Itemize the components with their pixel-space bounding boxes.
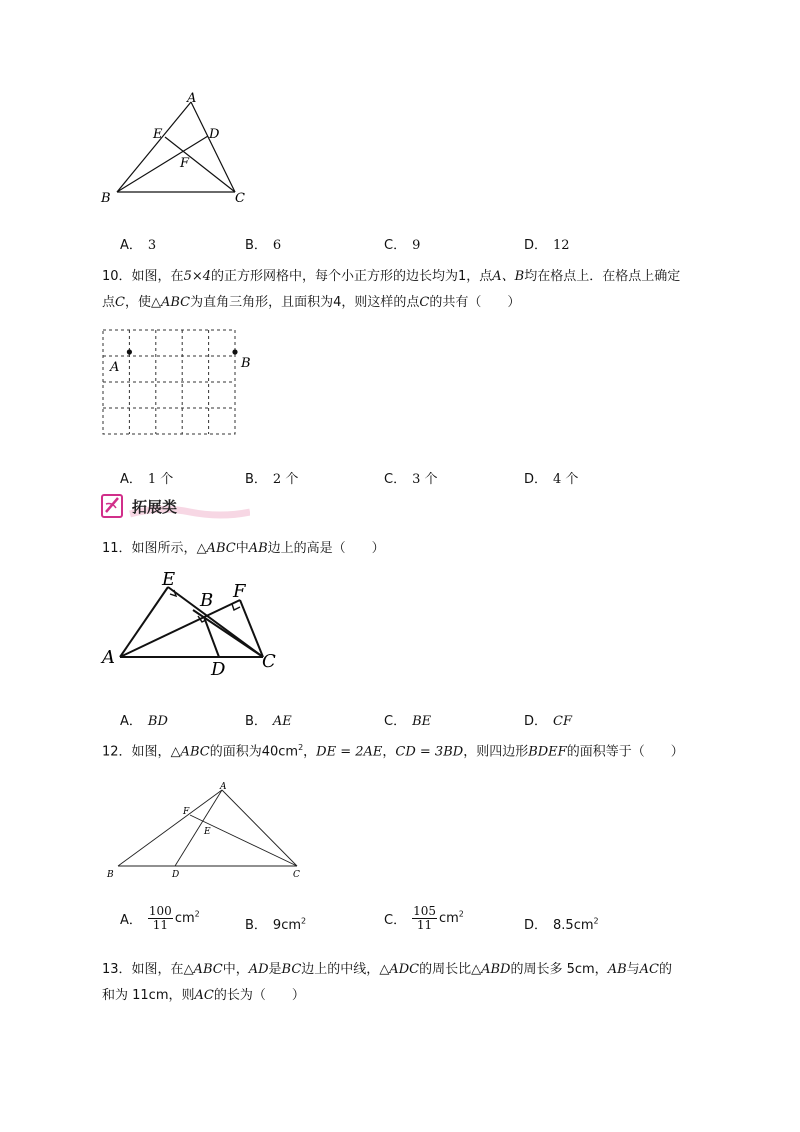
label-F: F [183, 807, 190, 817]
q10-options [120, 468, 680, 490]
section-header-extension [100, 492, 250, 522]
q11-options [120, 710, 680, 732]
q11-triangle-figure [98, 565, 288, 680]
fraction: $\frac{100}{11}$ [148, 904, 172, 932]
q12-options [120, 905, 680, 945]
point-A [127, 349, 132, 354]
label-B: B [200, 590, 214, 611]
q9-option-c[interactable]: C． 9 [384, 238, 421, 253]
q11-option-b[interactable]: B． AE [245, 714, 292, 729]
label-F: F [233, 581, 246, 602]
q12-option-c[interactable]: C． $\frac{105}{11}$ $cm^2$ [384, 904, 464, 932]
q11-stem: 11．如图所示，△ABC中AB边上的高是（ ） [102, 541, 385, 556]
label-B: B [107, 870, 114, 880]
label-C: C [262, 651, 276, 672]
label-C: C [235, 191, 245, 206]
q10-option-a[interactable]: A． 1 个 [120, 472, 174, 487]
q12-option-b[interactable]: B． $9cm^2$ [245, 916, 307, 933]
label-E: E [204, 827, 211, 837]
q12-option-d[interactable]: D． $8.5cm^2$ [524, 916, 599, 933]
q12-stem: 12．如图，△ABC的面积为$40cm^2$，DE = 2AE，CD = 3BD，则四边形BDEF的面积等于（ ） [102, 743, 684, 760]
label-C: C [293, 870, 300, 880]
label-A: A [220, 782, 227, 792]
q9-option-a[interactable]: A． 3 [120, 238, 157, 253]
label-B: B [241, 356, 251, 371]
q11-option-c[interactable]: C． BE [384, 714, 432, 729]
label-E: E [162, 569, 176, 590]
point-B [232, 349, 237, 354]
q10-grid-figure [96, 325, 266, 440]
q12-option-a[interactable]: A． $\frac{100}{11}$ $cm^2$ [120, 904, 200, 932]
q9-options [120, 234, 680, 256]
label-A: A [102, 647, 115, 668]
label-D: D [211, 659, 226, 680]
q12-triangle-figure [100, 780, 320, 885]
q10-option-b[interactable]: B． 2 个 [245, 472, 299, 487]
q10-stem: 10．如图，在5×4的正方形网格中，每个小正方形的边长均为1，点A、B均在格点上．在格点上确定 点C，使△ABC为直角三角形，且面积为4，则这样的点C的共有（ ） [102, 269, 681, 310]
q9-triangle-figure [95, 90, 265, 215]
label-A: A [110, 360, 120, 375]
label-B: B [101, 191, 111, 206]
label-A: A [187, 91, 197, 106]
q11-option-d[interactable]: D． CF [524, 714, 572, 729]
label-E: E [153, 127, 163, 142]
q13-stem: 13．如图，在△ABC中，AD是BC边上的中线，△ADC的周长比△ABD的周长多 5cm，AB与AC的 和为 11cm，则AC的长为（ ） [102, 962, 673, 1003]
q11-option-a[interactable]: A． BD [120, 714, 168, 729]
q9-option-b[interactable]: B． 6 [245, 238, 282, 253]
label-F: F [180, 156, 190, 171]
label-D: D [172, 870, 180, 880]
q10-option-c[interactable]: C． 3 个 [384, 472, 438, 487]
section-title: 拓展类 [132, 498, 178, 516]
label-D: D [209, 127, 220, 142]
q9-option-d[interactable]: D． 12 [524, 238, 570, 253]
fraction: $\frac{105}{11}$ [413, 904, 436, 932]
q10-option-d[interactable]: D． 4 个 [524, 472, 579, 487]
